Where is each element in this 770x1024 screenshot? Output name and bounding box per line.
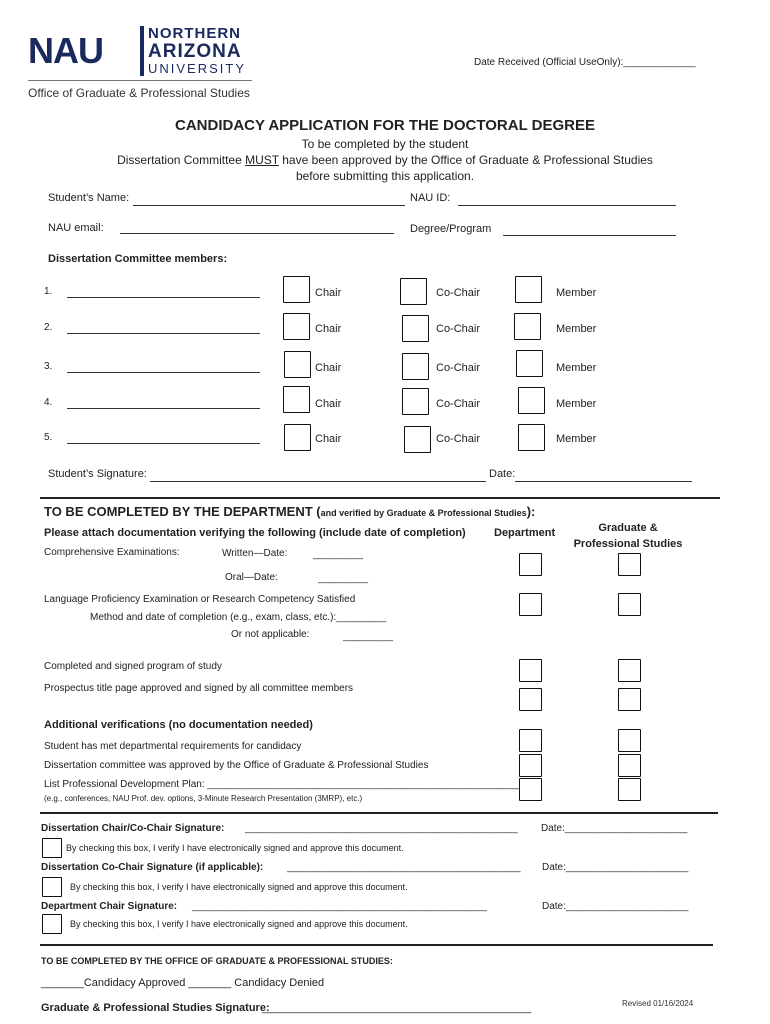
student-name-label: Student’s Name: xyxy=(48,192,130,204)
cochair-verify-text: By checking this box, I verify I have electronically signed and approve this document. xyxy=(70,882,408,892)
program-of-study-department-checkbox[interactable] xyxy=(519,659,542,682)
member-label: Member xyxy=(556,362,597,374)
program-of-study-gps-checkbox[interactable] xyxy=(618,659,641,682)
chair-checkbox[interactable] xyxy=(283,386,310,413)
pd-plan-department-checkbox[interactable] xyxy=(519,778,542,801)
member-checkbox[interactable] xyxy=(514,313,541,340)
gps-heading: TO BE COMPLETED BY THE OFFICE OF GRADUATE & PROFESSIONAL STUDIES: xyxy=(41,956,393,966)
not-applicable-field[interactable]: _________ xyxy=(343,631,394,642)
student-date-field[interactable] xyxy=(515,481,692,482)
committee-member-number: 5. xyxy=(44,432,53,443)
member-label: Member xyxy=(556,323,597,335)
subtitle-line2 xyxy=(0,153,770,167)
comp-exams-label: Comprehensive Examinations: xyxy=(44,547,180,558)
student-date-label: Date: xyxy=(489,468,516,480)
department-heading xyxy=(44,504,535,519)
subtitle-must: MUST xyxy=(245,153,279,167)
dept-chair-signature-field[interactable]: _____________________________________________________ xyxy=(192,901,487,912)
col-grad-line2: Professional Studies xyxy=(573,538,683,550)
member-checkbox[interactable] xyxy=(515,276,542,303)
candidacy-decision[interactable]: _______Candidacy Approved _______ Candidacy Denied xyxy=(41,977,325,989)
dept-requirements-label: Student has met departmental requirements for candidacy xyxy=(44,741,302,752)
member-checkbox[interactable] xyxy=(516,350,543,377)
committee-member-number: 4. xyxy=(44,397,53,408)
office-name: Office of Graduate & Professional Studies xyxy=(28,86,250,100)
dept-requirements-gps-checkbox[interactable] xyxy=(618,729,641,752)
comp-exams-gps-checkbox[interactable] xyxy=(618,553,641,576)
committee-member-name-field[interactable] xyxy=(67,443,260,444)
logo-nau-text: NAU xyxy=(28,30,103,71)
cochair-label: Co-Chair xyxy=(436,323,481,335)
degree-program-label: Degree/Program xyxy=(410,223,492,235)
member-label: Member xyxy=(556,433,597,445)
cochair-signature-label: Dissertation Co-Chair Signature (if applicable): xyxy=(41,862,264,873)
section-divider-signatures xyxy=(40,812,718,814)
cochair-verify-checkbox[interactable] xyxy=(42,877,62,897)
cochair-checkbox[interactable] xyxy=(402,388,429,415)
member-label: Member xyxy=(556,287,597,299)
cochair-label: Co-Chair xyxy=(436,398,481,410)
pd-plan-label: List Professional Development Plan: ________________________________________________________ xyxy=(44,779,519,790)
chair-signature-field[interactable]: _________________________________________________ xyxy=(245,823,518,834)
prospectus-label: Prospectus title page approved and signed by all committee members xyxy=(44,683,354,694)
committee-member-number: 3. xyxy=(44,361,53,372)
chair-label: Chair xyxy=(315,287,342,299)
chair-checkbox[interactable] xyxy=(284,351,311,378)
logo-arizona: ARIZONA xyxy=(148,41,242,62)
logo-rule xyxy=(28,80,252,81)
committee-approved-department-checkbox[interactable] xyxy=(519,754,542,777)
degree-program-field[interactable] xyxy=(503,235,676,236)
cochair-checkbox[interactable] xyxy=(402,353,429,380)
department-heading-end: ): xyxy=(526,504,536,519)
not-applicable-label: Or not applicable: xyxy=(231,629,310,640)
cochair-label: Co-Chair xyxy=(436,287,481,299)
committee-heading: Dissertation Committee members: xyxy=(48,253,228,265)
chair-label: Chair xyxy=(315,398,342,410)
prospectus-gps-checkbox[interactable] xyxy=(618,688,641,711)
student-signature-label: Student’s Signature: xyxy=(48,468,147,480)
chair-checkbox[interactable] xyxy=(284,424,311,451)
chair-signature-label: Dissertation Chair/Co-Chair Signature: xyxy=(41,823,225,834)
subtitle-pre: Dissertation Committee xyxy=(117,153,246,167)
date-received: Date Received (Official UseOnly):_____________ xyxy=(474,57,696,68)
comp-exams-department-checkbox[interactable] xyxy=(519,553,542,576)
logo-university: UNIVERSITY xyxy=(148,61,247,76)
col-grad-line1: Graduate & xyxy=(598,522,658,534)
pd-examples: (e.g., conferences, NAU Prof. dev. options, 3-Minute Research Presentation (3MRP), etc.) xyxy=(44,794,363,803)
subtitle-line1: To be completed by the student xyxy=(301,137,469,151)
additional-verifications-heading: Additional verifications (no documentation needed) xyxy=(44,719,313,731)
section-divider-gps xyxy=(40,944,713,946)
nau-email-field[interactable] xyxy=(120,233,394,234)
page-title: CANDIDACY APPLICATION FOR THE DOCTORAL DEGREE xyxy=(174,117,596,134)
committee-approved-gps-checkbox[interactable] xyxy=(618,754,641,777)
department-heading-main: TO BE COMPLETED BY THE DEPARTMENT ( xyxy=(44,504,321,519)
nau-id-field[interactable] xyxy=(458,205,676,206)
method-label: Method and date of completion (e.g., exam, class, etc.):_________ xyxy=(90,612,387,623)
committee-member-number: 2. xyxy=(44,322,53,333)
written-date-field[interactable]: _________ xyxy=(313,549,364,560)
language-department-checkbox[interactable] xyxy=(519,593,542,616)
chair-checkbox[interactable] xyxy=(283,313,310,340)
student-signature-field[interactable] xyxy=(150,481,486,482)
cochair-checkbox[interactable] xyxy=(404,426,431,453)
logo-divider xyxy=(140,26,144,76)
member-label: Member xyxy=(556,398,597,410)
nau-id-label: NAU ID: xyxy=(410,192,451,204)
cochair-date-field[interactable]: Date:______________________ xyxy=(542,862,689,873)
member-checkbox[interactable] xyxy=(518,424,545,451)
chair-label: Chair xyxy=(315,433,342,445)
logo-northern: NORTHERN xyxy=(148,25,241,42)
language-label: Language Proficiency Examination or Research Competency Satisfied xyxy=(44,594,356,605)
cochair-signature-field[interactable]: __________________________________________ xyxy=(287,862,521,873)
oral-date-field[interactable]: _________ xyxy=(318,573,369,584)
gps-signature-label: Graduate & Professional Studies Signature: xyxy=(41,1002,270,1014)
cochair-checkbox[interactable] xyxy=(402,315,429,342)
chair-date-field[interactable]: Date:______________________ xyxy=(541,823,688,834)
dept-chair-date-field[interactable]: Date:______________________ xyxy=(542,901,689,912)
chair-verify-checkbox[interactable] xyxy=(42,838,62,858)
prospectus-department-checkbox[interactable] xyxy=(519,688,542,711)
col-department: Department xyxy=(494,527,556,539)
language-gps-checkbox[interactable] xyxy=(618,593,641,616)
oral-date-label: Oral—Date: xyxy=(225,572,278,583)
dept-chair-verify-checkbox[interactable] xyxy=(42,914,62,934)
committee-member-name-field[interactable] xyxy=(67,408,260,409)
cochair-label: Co-Chair xyxy=(436,433,481,445)
pd-plan-gps-checkbox[interactable] xyxy=(618,778,641,801)
section-divider-department xyxy=(40,497,720,499)
chair-label: Chair xyxy=(315,323,342,335)
written-date-label: Written—Date: xyxy=(222,548,288,559)
revised-date: Revised 01/16/2024 xyxy=(622,999,694,1008)
cochair-label: Co-Chair xyxy=(436,362,481,374)
chair-verify-text: By checking this box, I verify I have electronically signed and approve this document. xyxy=(66,843,404,853)
member-checkbox[interactable] xyxy=(518,387,545,414)
committee-member-name-field[interactable] xyxy=(67,333,260,334)
committee-member-number: 1. xyxy=(44,286,53,297)
dept-requirements-department-checkbox[interactable] xyxy=(519,729,542,752)
subtitle-post: have been approved by the Office of Graduate & Professional Studies xyxy=(278,153,653,167)
cochair-checkbox[interactable] xyxy=(400,278,427,305)
chair-checkbox[interactable] xyxy=(283,276,310,303)
attach-docs-label: Please attach documentation verifying the following (include date of completion) xyxy=(44,527,466,539)
program-of-study-label: Completed and signed program of study xyxy=(44,661,222,672)
chair-label: Chair xyxy=(315,362,342,374)
nau-email-label: NAU email: xyxy=(48,222,104,234)
subtitle-line3: before submitting this application. xyxy=(295,169,475,183)
student-name-field[interactable] xyxy=(133,205,405,206)
dept-chair-signature-label: Department Chair Signature: xyxy=(41,901,178,912)
gps-signature-field[interactable]: ____________________________________________ xyxy=(262,1002,532,1014)
committee-member-name-field[interactable] xyxy=(67,297,260,298)
department-heading-small: and verified by Graduate & Professional Studies xyxy=(320,508,527,518)
committee-approved-label: Dissertation committee was approved by the Office of Graduate & Professional Studies xyxy=(44,760,429,771)
dept-chair-verify-text: By checking this box, I verify I have electronically signed and approve this document. xyxy=(70,919,408,929)
committee-member-name-field[interactable] xyxy=(67,372,260,373)
